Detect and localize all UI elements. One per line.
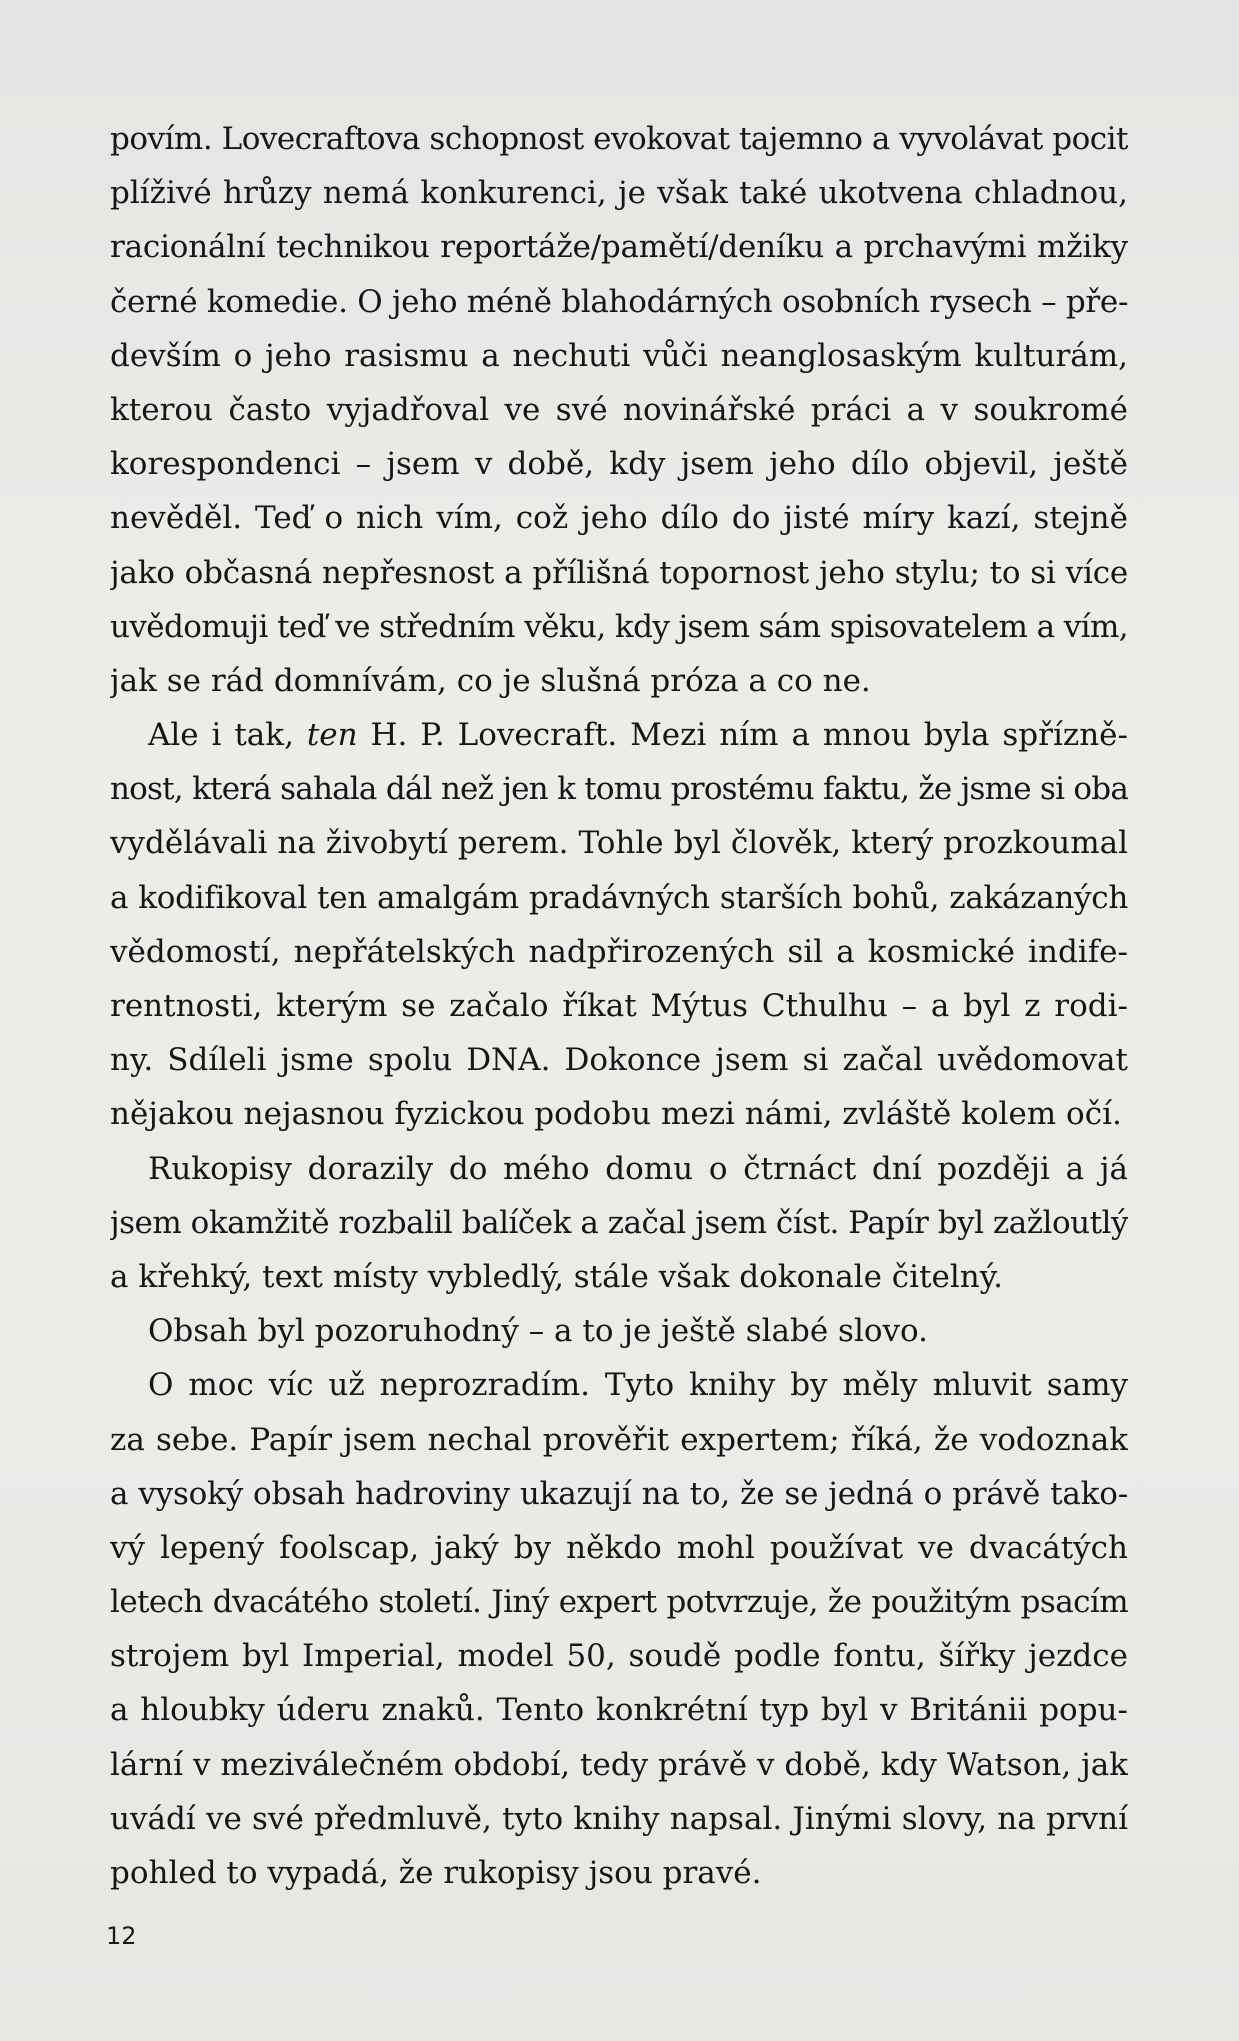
text-run: H. P. Lovecraft. Mezi ním a mnou byla spřízně- [357, 717, 1128, 754]
text-line: letech dvacátého století. Jiný expert potvrzuje, že použitým psacím [110, 1584, 1128, 1621]
text-line: uvědomuji teď ve středním věku, kdy jsem sám spisovatelem a vím, [110, 608, 1128, 645]
text-line: plíživé hrůzy nemá konkurenci, je však také ukotvena chladnou, [110, 175, 1128, 212]
text-line: nevěděl. Teď o nich vím, což jeho dílo do jisté míry kazí, stejně [110, 500, 1128, 537]
text-line: a hloubky úderu znaků. Tento konkrétní typ byl v Británii popu- [110, 1692, 1128, 1729]
text-line: racionální technikou reportáže/pamětí/deníku a prchavými mžiky [110, 229, 1128, 266]
text-line: nost, která sahala dál než jen k tomu prostému faktu, že jsme si oba [110, 771, 1128, 808]
text-line: lární v meziválečném období, tedy právě v době, kdy Watson, jak [110, 1746, 1128, 1783]
text-line: O moc víc už neprozradím. Tyto knihy by měly mluvit samy [148, 1367, 1128, 1404]
text-run: Ale i tak, [148, 717, 307, 754]
paragraph-3 [110, 1142, 1128, 1305]
emphasized-word: ten [306, 717, 358, 754]
text-line: uvádí ve své předmluvě, tyto knihy napsal. Jinými slovy, na první [110, 1800, 1128, 1837]
text-line: černé komedie. O jeho méně blahodárných osobních rysech – pře- [110, 283, 1128, 320]
text-line: nějakou nejasnou fyzickou podobu mezi námi, zvláště kolem očí. [110, 1096, 1122, 1133]
text-line: Obsah byl pozoruhodný – a to je ještě slabé slovo. [148, 1313, 929, 1350]
text-line [110, 708, 1128, 762]
text-line: pohled to vypadá, že rukopisy jsou pravé. [110, 1855, 762, 1891]
paragraph-5 [110, 1358, 1128, 1900]
text-line: jako občasná nepřesnost a přílišná topornost jeho stylu; to si více [110, 554, 1128, 591]
page-number: 12 [106, 1922, 137, 1950]
text-line: rentnosti, kterým se začalo říkat Mýtus Cthulhu – a byl z rodi- [110, 988, 1128, 1024]
text-line: kterou často vyjadřoval ve své novinářské práci a v soukromé [110, 391, 1128, 428]
text-line: vý lepený foolscap, jaký by někdo mohl používat ve dvacátých [110, 1529, 1128, 1566]
text-line: korespondenci – jsem v době, kdy jsem jeho dílo objevil, ještě [110, 446, 1128, 483]
paragraph-4 [110, 1304, 1128, 1358]
text-line: a kodifikoval ten amalgám pradávných starších bohů, zakázaných [110, 879, 1128, 916]
text-line: jak se rád domnívám, co je slušná próza a co ne. [110, 662, 871, 699]
text-line: a vysoký obsah hadroviny ukazují na to, že se jedná o právě tako- [110, 1475, 1128, 1512]
text-line: ny. Sdíleli jsme spolu DNA. Dokonce jsem si začal uvědomovat [110, 1042, 1128, 1079]
paragraph-2 [110, 708, 1128, 1142]
text-line: a křehký, text místy vybledlý, stále však dokonale čitelný. [110, 1258, 1004, 1295]
text-line: za sebe. Papír jsem nechal prověřit expertem; říká, že vodoznak [110, 1421, 1128, 1458]
paragraph-1 [110, 112, 1128, 708]
text-line: devším o jeho rasismu a nechuti vůči neanglosaským kulturám, [110, 337, 1128, 374]
text-line: strojem byl Imperial, model 50, soudě podle fontu, šířky jezdce [110, 1638, 1128, 1675]
text-line: jsem okamžitě rozbalil balíček a začal jsem číst. Papír byl zažloutlý [110, 1204, 1128, 1241]
text-line: vydělávali na živobytí perem. Tohle byl člověk, který prozkoumal [110, 825, 1128, 862]
text-line: povím. Lovecraftova schopnost evokovat tajemno a vyvolávat pocit [110, 121, 1128, 157]
text-line: Rukopisy dorazily do mého domu o čtrnáct dní později a já [148, 1150, 1128, 1187]
text-line: vědomostí, nepřátelských nadpřirozených sil a kosmické indife- [110, 933, 1128, 970]
body-text [110, 112, 1128, 1900]
